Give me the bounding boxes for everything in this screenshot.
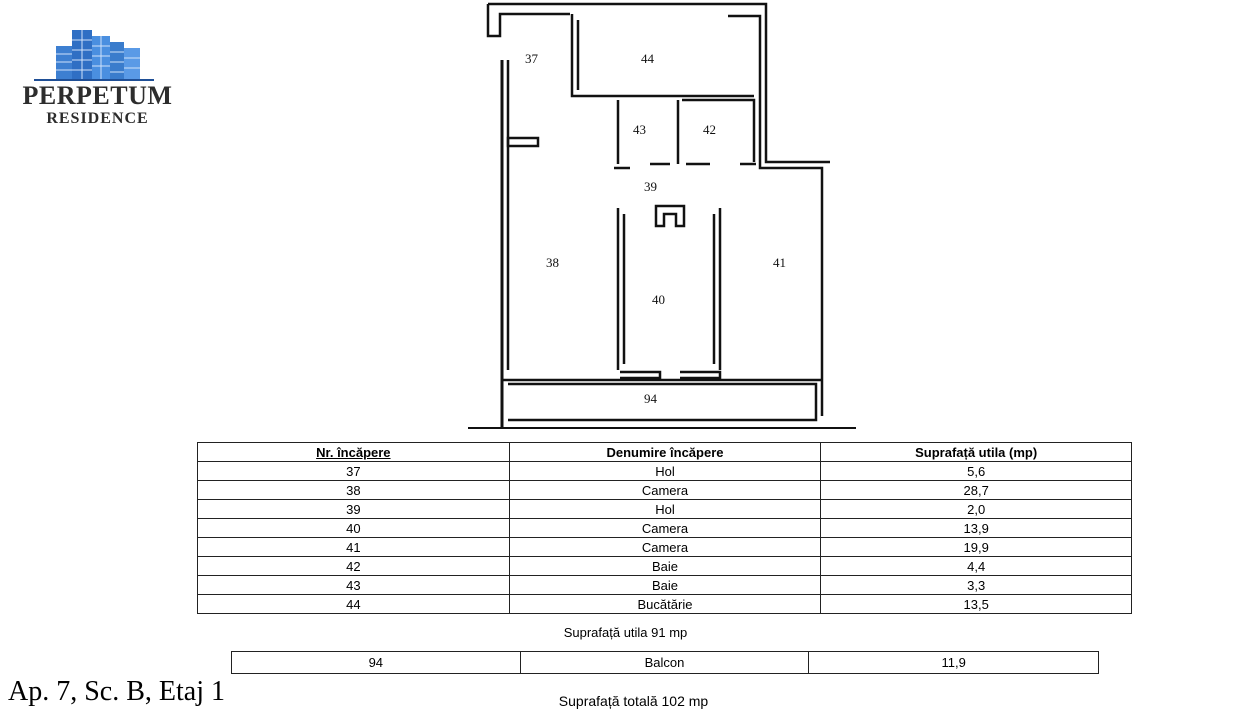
table-row <box>198 595 1132 614</box>
cell-room-number: 43 <box>198 576 510 595</box>
floor-plan-drawing <box>460 0 860 432</box>
header-room-name: Denumire încăpere <box>509 443 821 462</box>
table-header-row <box>198 443 1132 462</box>
cell-room-number: 37 <box>198 462 510 481</box>
room-label-39: 39 <box>644 179 657 194</box>
cell-room-area: 28,7 <box>821 481 1132 500</box>
floor-plan <box>460 0 860 432</box>
room-label-42: 42 <box>703 122 716 137</box>
room-label-37: 37 <box>525 51 538 66</box>
balcony-table <box>231 651 1099 674</box>
rooms-table <box>197 442 1132 614</box>
cell-room-number: 44 <box>198 595 510 614</box>
cell-room-area: 13,5 <box>821 595 1132 614</box>
cell-room-area: 5,6 <box>821 462 1132 481</box>
room-label-43: 43 <box>633 122 646 137</box>
header-room-number: Nr. încăpere <box>198 443 510 462</box>
cell-room-number: 39 <box>198 500 510 519</box>
table-row <box>198 481 1132 500</box>
cell-room-name: Baie <box>509 557 821 576</box>
room-label-44: 44 <box>641 51 654 66</box>
table-row <box>198 500 1132 519</box>
perpetum-logo <box>10 28 185 132</box>
table-row <box>198 462 1132 481</box>
logo-sub-text: RESIDENCE <box>46 110 149 127</box>
table-row <box>198 519 1132 538</box>
cell-room-area: 4,4 <box>821 557 1132 576</box>
table-row <box>232 652 1099 674</box>
cell-room-name: Hol <box>509 500 821 519</box>
cell-room-area: 2,0 <box>821 500 1132 519</box>
cell-room-name: Balcon <box>520 652 809 674</box>
cell-room-name: Baie <box>509 576 821 595</box>
room-label-40: 40 <box>652 292 665 307</box>
useful-area-total: Suprafață utila 91 mp <box>563 625 688 640</box>
cell-room-number: 38 <box>198 481 510 500</box>
cell-room-area: 19,9 <box>821 538 1132 557</box>
buildings-icon <box>34 28 154 82</box>
cell-room-name: Hol <box>509 462 821 481</box>
room-label-38: 38 <box>546 255 559 270</box>
cell-room-name: Camera <box>509 481 821 500</box>
cell-room-name: Camera <box>509 538 821 557</box>
cell-room-name: Bucătărie <box>509 595 821 614</box>
cell-room-number: 40 <box>198 519 510 538</box>
logo-brand-text: PERPETUM <box>22 81 173 110</box>
cell-room-number: 94 <box>232 652 521 674</box>
table-row <box>198 538 1132 557</box>
room-label-94: 94 <box>644 391 657 406</box>
room-label-41: 41 <box>773 255 786 270</box>
cell-room-number: 41 <box>198 538 510 557</box>
header-room-area: Suprafață utila (mp) <box>821 443 1132 462</box>
cell-room-area: 11,9 <box>809 652 1099 674</box>
total-area: Suprafață totală 102 mp <box>558 693 709 709</box>
table-row <box>198 576 1132 595</box>
cell-room-area: 3,3 <box>821 576 1132 595</box>
cell-room-name: Camera <box>509 519 821 538</box>
cell-room-area: 13,9 <box>821 519 1132 538</box>
apartment-title: Ap. 7, Sc. B, Etaj 1 <box>8 676 225 707</box>
cell-room-number: 42 <box>198 557 510 576</box>
table-row <box>198 557 1132 576</box>
